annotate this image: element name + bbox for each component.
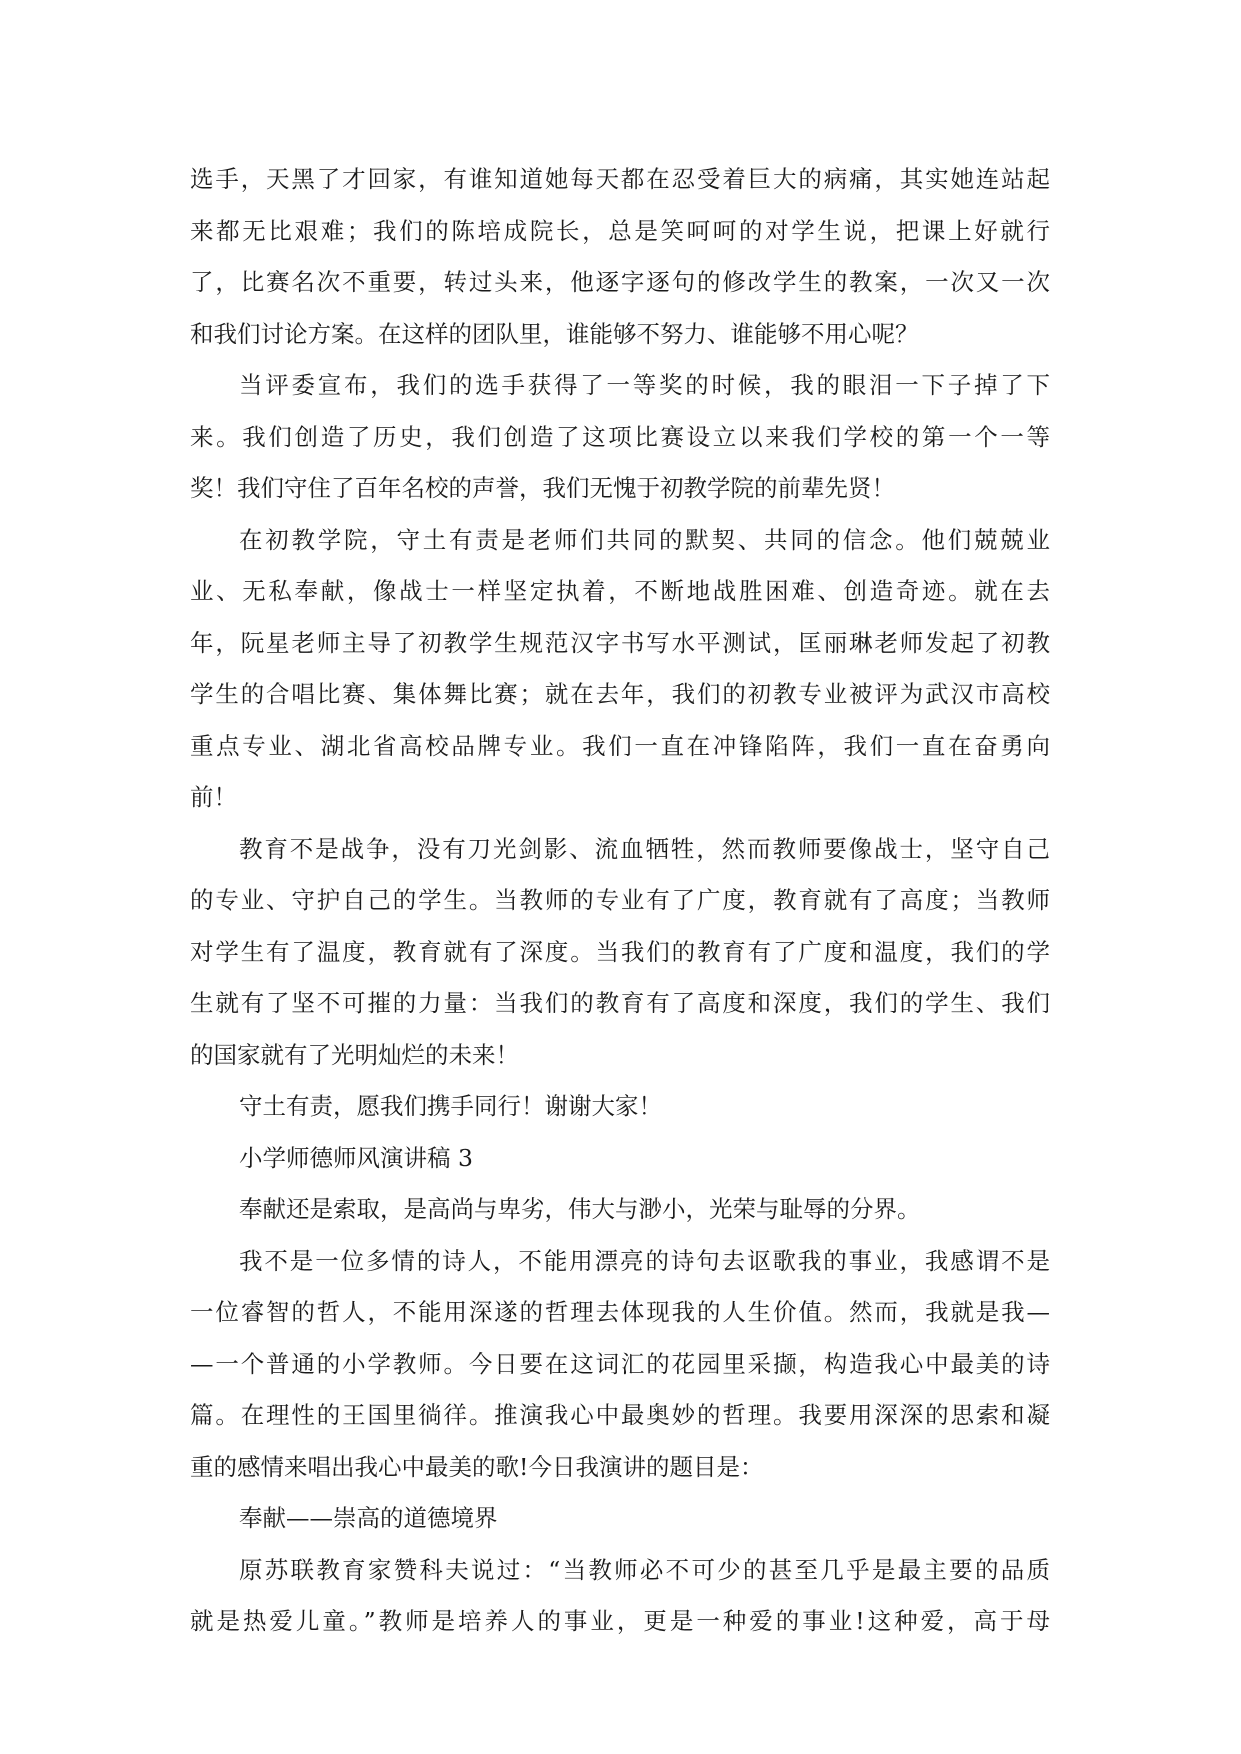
text-line: 来。我们创造了历史，我们创造了这项比赛设立以来我们学校的第一个一等 — [190, 422, 1050, 451]
text-line: 教育不是战争，没有刀光剑影、流血牺牲，然而教师要像战士，坚守自己 — [239, 834, 1050, 863]
text-line: 的国家就有了光明灿烂的未来！ — [190, 1040, 519, 1069]
text-line: 我不是一位多情的诗人，不能用漂亮的诗句去讴歌我的事业，我感谓不是 — [239, 1246, 1050, 1275]
text-line: 来都无比艰难；我们的陈培成院长，总是笑呵呵的对学生说，把课上好就行 — [190, 216, 1050, 245]
text-line: 小学师德师风演讲稿 3 — [239, 1143, 473, 1172]
text-line: 前！ — [190, 783, 237, 811]
text-line: 就是热爱儿童。”教师是培养人的事业，更是一种爱的事业!这种爱，高于母 — [190, 1607, 1050, 1635]
text-line: 篇。在理性的王国里徜徉。推演我心中最奥妙的哲理。我要用深深的思索和凝 — [190, 1401, 1050, 1429]
text-line: 业、无私奉献，像战士一样坚定执着，不断地战胜困难、创造奇迹。就在去 — [190, 577, 1050, 605]
text-line: 当评委宣布，我们的选手获得了一等奖的时候，我的眼泪一下子掉了下 — [239, 371, 1050, 399]
text-line: 了，比赛名次不重要，转过头来，他逐字逐句的修改学生的教案，一次又一次 — [190, 268, 1050, 296]
body-text — [190, 154, 1050, 1648]
text-line: 选手，天黑了才回家，有谁知道她每天都在忍受着巨大的病痛，其实她连站起 — [190, 165, 1050, 193]
text-line: —一个普通的小学教师。今日要在这词汇的花园里采撷，构造我心中最美的诗 — [190, 1349, 1050, 1378]
text-line: 重点专业、湖北省高校品牌专业。我们一直在冲锋陷阵，我们一直在奋勇向 — [190, 731, 1050, 760]
text-line: 守土有责，愿我们携手同行！谢谢大家！ — [239, 1092, 662, 1120]
text-line: 学生的合唱比赛、集体舞比赛；就在去年，我们的初教专业被评为武汉市高校 — [190, 680, 1050, 708]
text-line: 在初教学院，守土有责是老师们共同的默契、共同的信念。他们兢兢业 — [239, 525, 1050, 554]
text-line: 年，阮星老师主导了初教学生规范汉字书写水平测试，匡丽琳老师发起了初教 — [190, 628, 1050, 657]
text-line: 生就有了坚不可摧的力量：当我们的教育有了高度和深度，我们的学生、我们 — [190, 989, 1050, 1017]
text-line: 对学生有了温度，教育就有了深度。当我们的教育有了广度和温度，我们的学 — [190, 937, 1050, 966]
text-line: 一位睿智的哲人，不能用深遂的哲理去体现我的人生价值。然而，我就是我— — [190, 1298, 1050, 1326]
text-line: 奖！我们守住了百年名校的声誉，我们无愧于初教学院的前辈先贤！ — [190, 474, 895, 502]
text-line: 和我们讨论方案。在这样的团队里，谁能够不努力、谁能够不用心呢？ — [190, 319, 919, 348]
text-line: 的专业、守护自己的学生。当教师的专业有了广度，教育就有了高度；当教师 — [190, 886, 1050, 914]
text-line: 原苏联教育家赞科夫说过：“当教师必不可少的甚至几乎是最主要的品质 — [239, 1555, 1050, 1584]
text-line: 重的感情来唱出我心中最美的歌!今日我演讲的题目是： — [190, 1452, 764, 1481]
text-line: 奉献——崇高的道德境界 — [239, 1504, 498, 1532]
text-line: 奉献还是索取，是高尚与卑劣，伟大与渺小，光荣与耻辱的分界。 — [239, 1195, 921, 1223]
